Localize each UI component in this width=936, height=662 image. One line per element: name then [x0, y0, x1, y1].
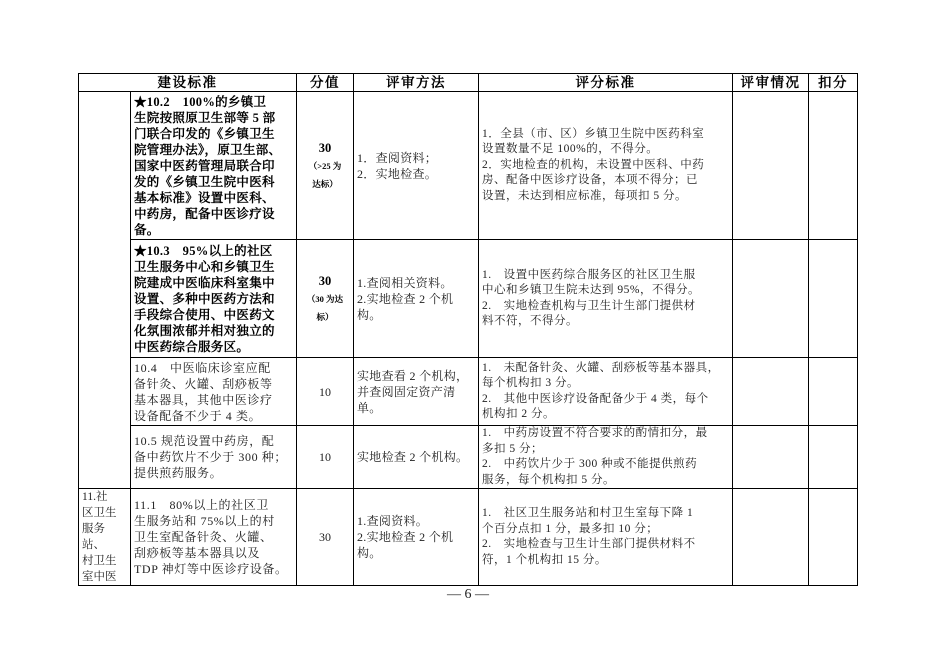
standard-10-4: 10.4 中医临床诊室应配 备针灸、火罐、刮痧板等 基本器具，其他中医诊疗 设备配备不少于 4 类。 — [131, 358, 297, 426]
score-note-10-3: （30 为达 标） — [306, 293, 344, 322]
table-row-10-5 — [79, 426, 858, 489]
review-result-10-2 — [733, 92, 809, 240]
category-cell-11: 11.社 区卫生 服务站、 村卫生 室中医 — [79, 489, 131, 586]
header-standard: 建设标准 — [79, 74, 297, 92]
score-value-10-4: 10 — [297, 358, 354, 426]
deduction-11-1 — [809, 489, 858, 586]
score-cell-10-2 — [297, 92, 354, 240]
standard-10-5: 10.5 规范设置中药房，配 备中药饮片不少于 300 种； 提供煎药服务。 — [131, 426, 297, 489]
deduction-10-2 — [809, 92, 858, 240]
table-row-10-4 — [79, 358, 858, 426]
criteria-10-3: 1. 设置中医药综合服务区的社区卫生服 中心和乡镇卫生院未达到 95%，不得分。 2. 实地检查机构与卫生计生部门提供材 料不符，不得分。 — [479, 240, 733, 358]
review-result-10-5 — [733, 426, 809, 489]
category-cell-empty — [79, 92, 131, 489]
header-score: 分值 — [297, 74, 354, 92]
construction-standards-table — [78, 73, 858, 586]
header-review: 评审情况 — [733, 74, 809, 92]
method-11-1: 1.查阅资料。 2.实地检查 2 个机 构。 — [354, 489, 479, 586]
score-value-10-2: 30 — [318, 140, 332, 155]
standard-10-2: ★10.2 100%的乡镇卫 生院按照原卫生部等 5 部 门联合印发的《乡镇卫生 院管理办法》，原卫生部、 国家中医药管理局联合印 发的《乡镇卫生院中医科 基本标准》设置中医科、 中药房，配备中医诊疗设 备。 — [131, 92, 297, 240]
page-number: — 6 — — [447, 587, 489, 602]
standard-10-3: ★10.3 95%以上的社区 卫生服务中心和乡镇卫生 院建成中医临床科室集中 设置、多种中医药方法和 手段综合使用、中医药文 化氛围浓郁并相对独立的 中医药综合服务区。 — [131, 240, 297, 358]
table-row-10-2 — [79, 92, 858, 240]
score-value-11-1: 30 — [297, 489, 354, 586]
header-method: 评审方法 — [354, 74, 479, 92]
review-result-10-4 — [733, 358, 809, 426]
table-header — [79, 74, 858, 92]
header-deduction: 扣分 — [809, 74, 858, 92]
review-result-10-3 — [733, 240, 809, 358]
table-row-10-3 — [79, 240, 858, 358]
criteria-11-1: 1. 社区卫生服务站和村卫生室每下降 1 个百分点扣 1 分，最多扣 10 分； 2. 实地检查与卫生计生部门提供材料不 符，1 个机构扣 15 分。 — [479, 489, 733, 586]
deduction-10-5 — [809, 426, 858, 489]
score-note-10-2: （>25 为 达标） — [308, 160, 342, 189]
criteria-10-2: 1．全县（市、区）乡镇卫生院中医药科室 设置数量不足 100%的，不得分。 2．实地检查的机构，未设置中医科、中药 房、配备中医诊疗设备，本项不得分；已 设置，未达到相应标准，每项扣 5 分。 — [479, 92, 733, 240]
table-header-row — [79, 74, 858, 92]
score-value-10-5: 10 — [297, 426, 354, 489]
method-10-2: 1．查阅资料； 2．实地检查。 — [354, 92, 479, 240]
deduction-10-4 — [809, 358, 858, 426]
score-cell-10-3 — [297, 240, 354, 358]
method-10-3: 1.查阅相关资料。 2.实地检查 2 个机 构。 — [354, 240, 479, 358]
score-value-10-3: 30 — [318, 273, 332, 288]
deduction-10-3 — [809, 240, 858, 358]
header-criteria: 评分标准 — [479, 74, 733, 92]
criteria-10-5: 1. 中药房设置不符合要求的酌情扣分，最 多扣 5 分； 2. 中药饮片少于 300 种或不能提供煎药 服务，每个机构扣 5 分。 — [479, 426, 733, 489]
method-10-5: 实地检查 2 个机构。 — [354, 426, 479, 489]
criteria-10-4: 1. 未配备针灸、火罐、刮痧板等基本器具， 每个机构扣 3 分。 2. 其他中医诊疗设备配备少于 4 类，每个 机构扣 2 分。 — [479, 358, 733, 426]
standard-11-1: 11.1 80%以上的社区卫 生服务站和 75%以上的村 卫生室配备针灸、火罐、 刮痧板等基本器具以及 TDP 神灯等中医诊疗设备。 — [131, 489, 297, 586]
method-10-4: 实地查看 2 个机构， 并查阅固定资产清 单。 — [354, 358, 479, 426]
review-result-11-1 — [733, 489, 809, 586]
table-body — [79, 92, 858, 586]
table-row-11-1 — [79, 489, 858, 586]
